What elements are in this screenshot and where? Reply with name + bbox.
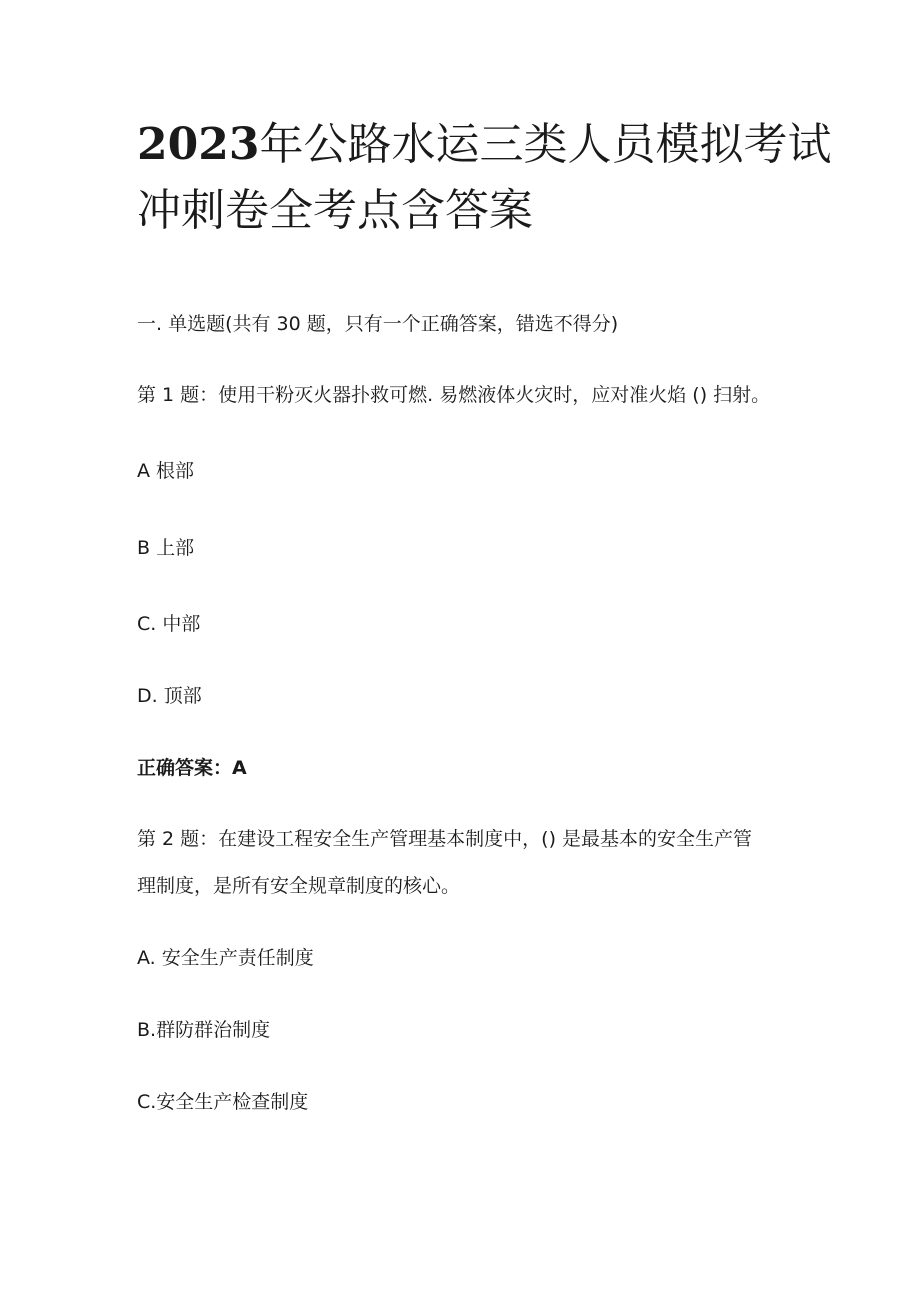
question-2-option-c: C.安全生产检查制度 <box>137 1091 309 1113</box>
title-year: 2023 <box>137 119 260 170</box>
question-1-option-b: B 上部 <box>137 537 195 559</box>
question-1-option-a: A 根部 <box>137 460 195 482</box>
question-2-option-a: A. 安全生产责任制度 <box>137 947 314 969</box>
question-2-stem-line-2: 理制度，是所有安全规章制度的核心。 <box>137 875 461 897</box>
question-2-option-b: B.群防群治制度 <box>137 1019 271 1041</box>
question-1-answer: 正确答案：A <box>137 757 247 779</box>
question-1-option-d: D. 顶部 <box>137 685 202 707</box>
title-line-1 <box>137 112 837 178</box>
question-1-stem: 第 1 题：使用干粉灭火器扑救可燃. 易燃液体火灾时，应对准火焰 () 扫射。 <box>137 384 771 406</box>
title-line-1-text: 年公路水运三类人员模拟考试 <box>259 119 832 170</box>
question-1-option-c: C. 中部 <box>137 613 201 635</box>
title-line-2: 冲刺卷全考点含答案 <box>137 185 533 236</box>
question-2-stem-line-1: 第 2 题：在建设工程安全生产管理基本制度中，() 是最基本的安全生产管 <box>137 828 753 850</box>
section-header: 一. 单选题(共有 30 题，只有一个正确答案，错选不得分) <box>137 313 619 335</box>
document-title <box>137 112 837 244</box>
